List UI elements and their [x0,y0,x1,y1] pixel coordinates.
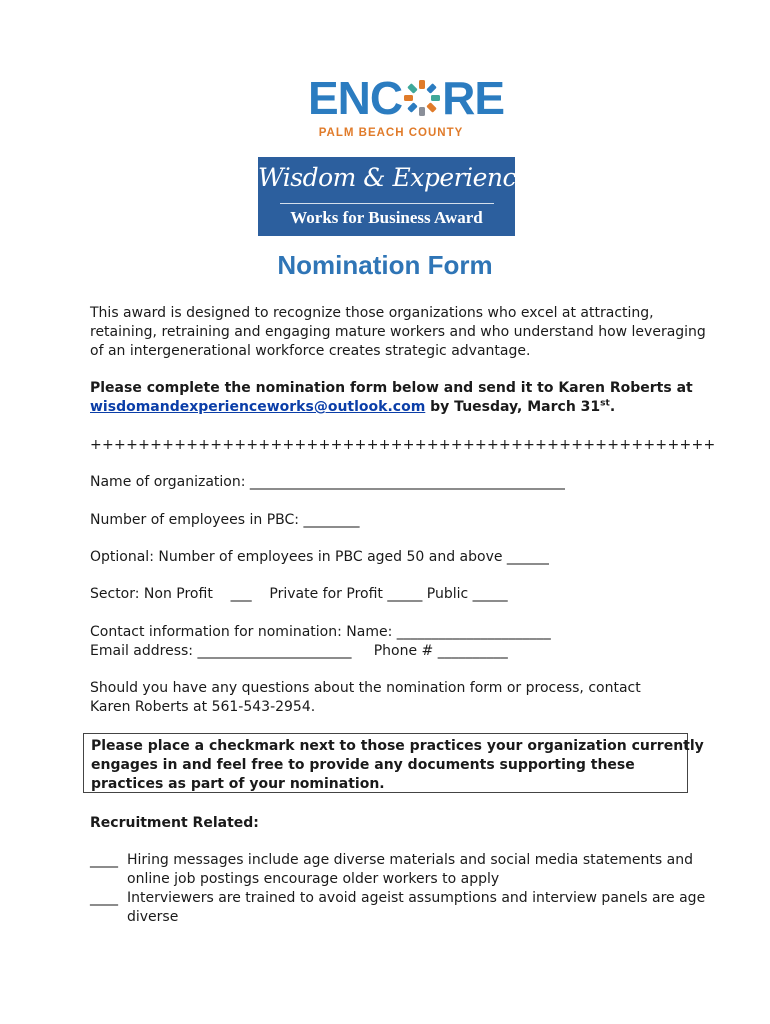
deadline-text: by Tuesday, March 31 [425,399,601,415]
sector-field[interactable]: Sector: Non Profit ___ Private for Profit _____ Public _____ [90,586,508,602]
practices-note-line-2: engages in and feel free to provide any documents supporting these [91,757,635,773]
logo-word-left: ENC [308,72,403,124]
employees-50-field[interactable]: Optional: Number of employees in PBC aged 50 and above ______ [90,549,549,565]
sunburst-icon [402,70,442,126]
employees-field[interactable]: Number of employees in PBC: ________ [90,512,360,528]
logo-subtitle: PALM BEACH COUNTY [318,127,464,139]
practices-note-line-3: practices as part of your nomination. [91,776,385,792]
separator-line: ++++++++++++++++++++++++++++++++++++++++++++++++++++ [90,437,716,453]
encore-logo [308,70,505,142]
email-link[interactable]: wisdomandexperienceworks@outlook.com [90,399,426,415]
deadline-period: . [609,399,616,415]
intro-line-1: This award is designed to recognize those organizations who excel at attracting, [90,305,654,321]
practices-note-line-1: Please place a checkmark next to those practices your organization currently [91,738,704,754]
practices-note-box [83,733,704,793]
logo-wordmark [308,70,505,126]
checklist-line: diverse [127,909,179,925]
checklist-line: online job postings encourage older workers to apply [127,871,500,887]
email-phone-field[interactable]: Email address: ______________________ Phone # __________ [90,643,508,659]
checklist-line: Hiring messages include age diverse materials and social media statements and [127,852,693,868]
deadline-suffix: st [600,398,610,409]
practices-note [91,737,704,794]
section-heading: Recruitment Related: [90,815,259,831]
questions-line-2: Karen Roberts at 561-543-2954. [90,699,316,715]
checkbox-blank[interactable]: ____ [90,890,118,906]
contact-name-field[interactable]: Contact information for nomination: Name: ______________________ [90,624,551,640]
page-title: Nomination Form [277,250,493,280]
instruction-line-1: Please complete the nomination form below and send it to Karen Roberts at [90,380,693,396]
award-script-title: Wisdom & Experience [258,163,531,192]
checklist-item [90,851,693,889]
intro-line-2: retaining, retraining and engaging mature workers and who understand how leveraging [90,324,706,340]
questions-line-1: Should you have any questions about the nomination form or process, contact [90,680,641,696]
award-banner [258,157,531,236]
award-divider [280,203,494,204]
instruction-line-2 [90,398,615,417]
checklist-item-text [127,889,705,927]
award-subtitle: Works for Business Award [290,208,483,227]
logo-word-right: RE [442,72,505,124]
checklist-line: Interviewers are trained to avoid ageist assumptions and interview panels are age [127,890,706,906]
checklist-item [90,889,706,927]
intro-line-3: of an intergenerational workforce creates strategic advantage. [90,343,531,359]
checklist-item-text [127,851,693,889]
checkbox-blank[interactable]: ____ [90,852,118,868]
org-name-field[interactable]: Name of organization: _____________________________________________ [90,474,565,490]
